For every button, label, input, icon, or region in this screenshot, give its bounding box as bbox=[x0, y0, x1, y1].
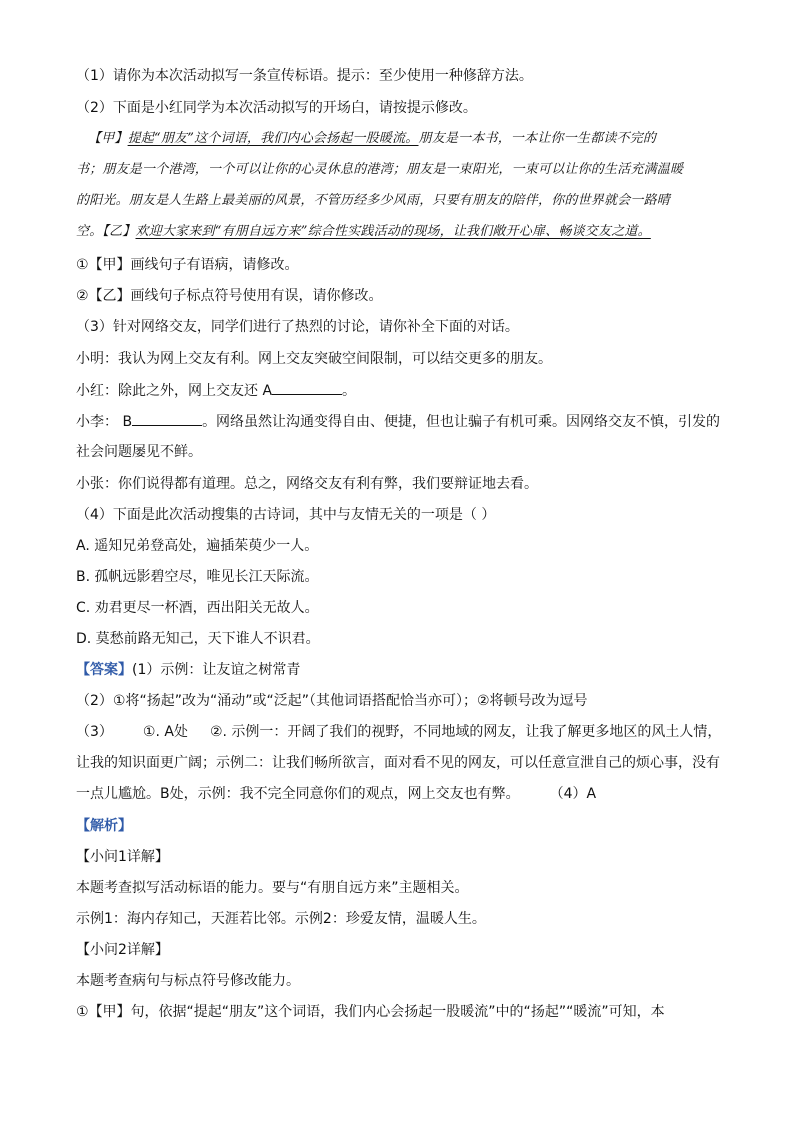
question-2: （2）下面是小红同学为本次活动拟写的开场白，请按提示修改。 bbox=[76, 100, 477, 116]
option-d: D. 莫愁前路无知己，天下谁人不识君。 bbox=[76, 631, 320, 647]
answer-label: 【答案】 bbox=[76, 662, 132, 678]
question-4: （4）下面是此次活动搜集的古诗词，其中与友情无关的一项是（ ） bbox=[76, 507, 496, 523]
answer-text: （3） bbox=[76, 724, 113, 740]
dialogue-xiaozhang: 小张：你们说得都有道理。总之，网络交友有利有弊，我们要辩证地去看。 bbox=[76, 476, 538, 492]
answer-text: （4）A bbox=[549, 786, 597, 802]
dialogue-text: 小红：除此之外，网上交友还 A bbox=[76, 383, 273, 399]
answer-text: (1）示例：让友谊之树常青 bbox=[132, 662, 301, 678]
passage-line-2: 书；朋友是一个港湾，一个可以让你的心灵休息的港湾；朋友是一束阳光，一束可以让你的生活充满温暖 bbox=[76, 162, 684, 177]
dialogue-xiaoli-cont: 社会问题屡见不鲜。 bbox=[76, 444, 202, 460]
sub-answer-1-text: 本题考查拟写活动标语的能力。要与“有朋自远方来”主题相关。 bbox=[76, 880, 469, 896]
passage-line-3: 的阳光。朋友是人生路上最美丽的风景，不管历经多少风雨，只要有朋友的陪伴，你的世界就会一路晴 bbox=[76, 193, 671, 208]
answer-line-4: 让我的知识面更广阔；示例二：让我们畅所欲言，面对看不见的网友，可以任意宣泄自己的烦心事，没有 bbox=[76, 755, 720, 771]
option-b: B. 孤帆远影碧空尽，唯见长江天际流。 bbox=[76, 569, 319, 585]
passage-line-1 bbox=[88, 129, 730, 149]
sub-answer-2-text: 本题考查病句与标点符号修改能力。 bbox=[76, 973, 300, 989]
passage-text: 空。 bbox=[76, 224, 103, 239]
dialogue-text: 小李： B bbox=[76, 414, 133, 430]
sub-answer-1-heading: 【小问1详解】 bbox=[76, 849, 169, 865]
question-1: （1）请你为本次活动拟写一条宣传标语。提示：至少使用一种修辞方法。 bbox=[76, 68, 533, 84]
sub-question-2: ②【乙】画线句子标点符号使用有误，请你修改。 bbox=[76, 288, 383, 304]
passage-text: 朋友是一本书，一本让你一生都读不完的 bbox=[418, 131, 657, 146]
sub-answer-2-heading: 【小问2详解】 bbox=[76, 942, 169, 958]
option-c: C. 劝君更尽一杯酒，西出阳关无故人。 bbox=[76, 600, 319, 616]
dialogue-text: 。 bbox=[342, 383, 357, 399]
dialogue-xiaoli bbox=[76, 411, 730, 432]
blank-b bbox=[132, 411, 202, 426]
answer-text: 一点儿尴尬。B处，示例：我不完全同意你们的观点，网上交友也有弊。 bbox=[76, 786, 520, 802]
answer-line-2: （2）①将“扬起”改为“涌动”或“泛起”（其他词语搭配恰当亦可）；②将顿号改为逗号 bbox=[76, 693, 588, 709]
passage-label-jia: 【甲】 bbox=[88, 131, 128, 146]
blank-a bbox=[272, 380, 342, 395]
passage-label-yi: 【乙】 bbox=[102, 224, 136, 239]
answer-line-5 bbox=[76, 784, 730, 804]
answer-line-3 bbox=[76, 722, 730, 742]
question-3: （3）针对网络交友，同学们进行了热烈的讨论，请你补全下面的对话。 bbox=[76, 319, 519, 335]
answer-line-1 bbox=[76, 660, 730, 680]
passage-underlined-yi: 欢迎大家来到“有朋自远方来”综合性实践活动的现场，让我们敞开心扉、畅谈交友之道。 bbox=[135, 224, 651, 239]
sub-question-1: ①【甲】画线句子有语病，请修改。 bbox=[76, 257, 299, 273]
option-a: A. 遥知兄弟登高处，遍插茱萸少一人。 bbox=[76, 538, 319, 554]
answer-text: ①. A处 bbox=[142, 724, 188, 740]
sub-answer-2-detail: ①【甲】句，依据“提起“朋友”这个词语，我们内心会扬起一股暖流”中的“扬起”“暖流”可知，本 bbox=[76, 1004, 665, 1020]
passage-line-4 bbox=[76, 222, 730, 242]
sub-answer-1-examples: 示例1：海内存知己，天涯若比邻。示例2：珍爱友情，温暖人生。 bbox=[76, 911, 486, 927]
dialogue-xiaohong bbox=[76, 380, 730, 401]
dialogue-text: 。网络虽然让沟通变得自由、便捷，但也让骗子有机可乘。因网络交友不慎，引发的 bbox=[202, 414, 721, 430]
passage-underlined-jia: 提起“朋友”这个词语，我们内心会扬起一股暖流。 bbox=[127, 131, 419, 146]
analysis-label: 【解析】 bbox=[76, 818, 132, 834]
dialogue-xiaoming: 小明：我认为网上交友有利。网上交友突破空间限制，可以结交更多的朋友。 bbox=[76, 351, 552, 367]
answer-text: ②. 示例一：开阔了我们的视野，不同地域的网友，让我了解更多地区的风土人情， bbox=[209, 724, 722, 740]
